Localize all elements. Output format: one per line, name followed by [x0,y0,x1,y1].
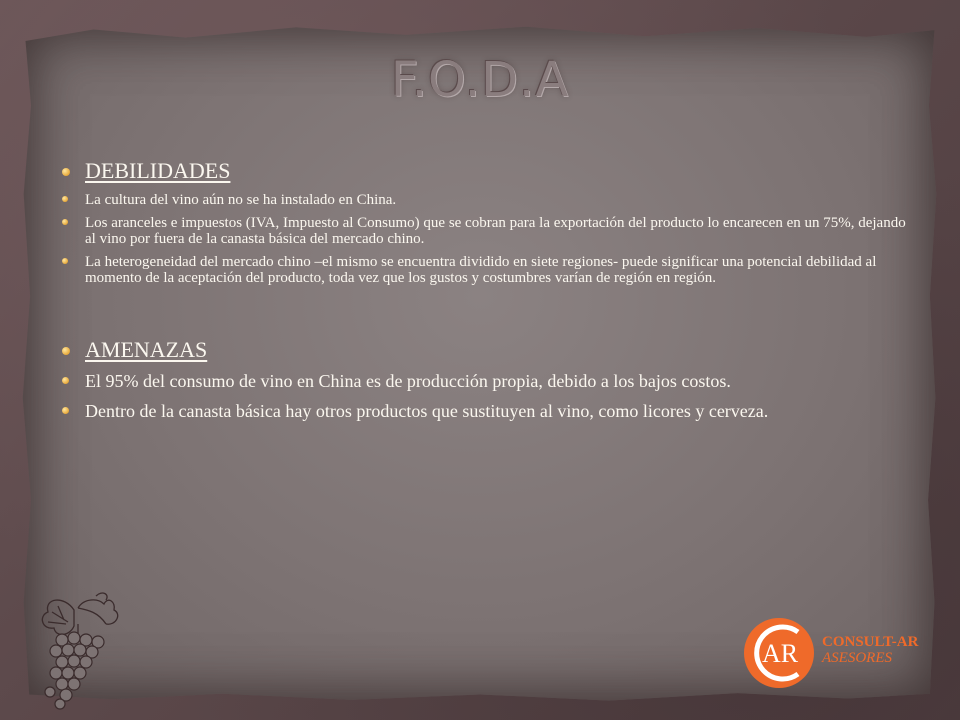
slide-title: F.O.D.A [390,52,570,108]
logo-line1: CONSULT-AR [822,634,919,650]
logo-emblem-icon [742,616,816,690]
debilidades-heading: DEBILIDADES [60,158,910,184]
amenazas-item: El 95% del consumo de vino en China es de producción propia, debido a los bajos costos. [60,371,910,392]
amenazas-item: Dentro de la canasta básica hay otros productos que sustituyen al vino, como licores y cerveza. [60,401,910,422]
logo-text [822,634,918,666]
grape-cluster-icon [34,590,124,710]
debilidades-list [60,158,910,286]
slide-body [60,158,910,431]
debilidades-item: La cultura del vino aún no se ha instalado en China. [60,192,910,208]
amenazas-list [60,337,910,422]
amenazas-heading: AMENAZAS [60,337,910,363]
debilidades-item: La heterogeneidad del mercado chino –el mismo se encuentra dividido en siete regiones- puede significar una potencial debilidad al momento de la aceptación del producto, toda vez que los gustos y costumbres varían de región en región. [60,254,910,286]
consult-ar-logo [740,616,940,696]
debilidades-item: Los aranceles e impuestos (IVA, Impuesto al Consumo) que se cobran para la exportación del producto lo encarecen en un 75%, dejando al vino por fuera de la canasta básica del mercado chino. [60,215,910,247]
logo-letters: AR [761,639,799,668]
logo-line2: ASESORES [822,650,892,666]
